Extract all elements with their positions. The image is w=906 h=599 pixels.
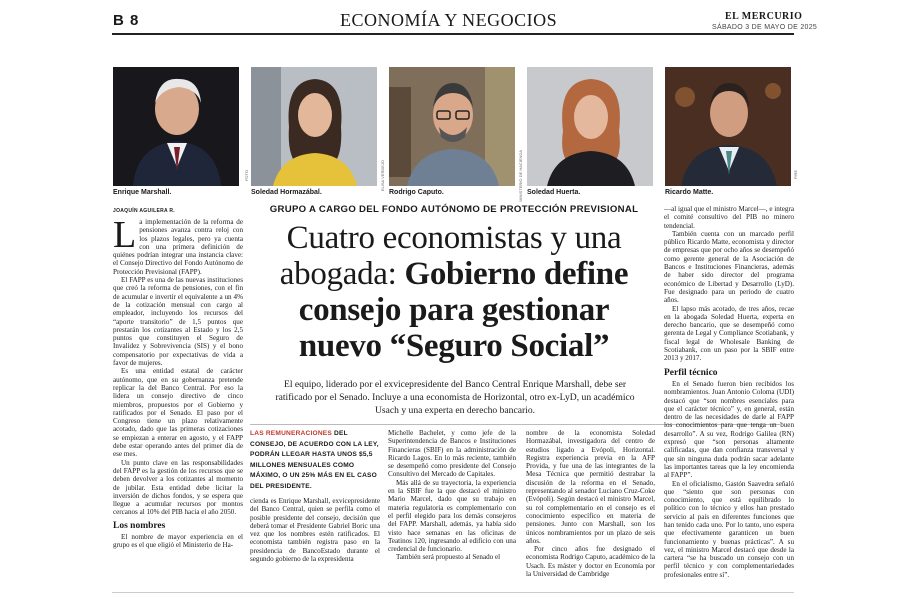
paragraph: El nombre de mayor experiencia en el grupo es el que eligió el Ministerio de Ha- [113, 532, 243, 550]
subheading: Los nombres [113, 520, 166, 531]
photo-caption: Rodrigo Caputo. [389, 189, 444, 196]
article-column-4 [526, 429, 655, 578]
paragraph: Es una entidad estatal de carácter autónomo, que en su gobernanza pretende replicar la del Banco Central. Por eso la lidera un consejo directivo de cinco miembros, propuestos por el Gobierno y ratificados por el Senado. El paso por el Congreso tiene un plazo relativamente acotado, dado que las primeras cotizaciones se empiezan a enterar en agosto, y el FAPP debe estar operando antes del primer día de ese mes. [113, 367, 243, 459]
photo-caption: Soledad Hormazábal. [251, 189, 322, 196]
pull-quote-highlight: LAS REMUNERACIONES [250, 430, 332, 437]
pull-quote-text: DEL CONSEJO, DE ACUERDO CON LA LEY, PODRÁN LLEGAR HASTA UNOS $5,5 MILLONES MENSUALES COMO MÁXIMO, O UN 25% MÁS EN EL CASO DEL PRESIDENTE. [250, 430, 379, 490]
article-column-2 [250, 497, 380, 563]
paragraph: El FAPP es una de las nuevas instituciones que creó la reforma de pensiones, con el fin de acumular e invertir el equivalente a un 4% de la cotización mensual con cargo al empleador, incluyendo los recursos del “aporte transitorio” de 1,5 puntos que prestarán los cotizantes al Estado y los 2,5 puntos que constituyen el Seguro de Invalidez y Sobrevivencia (SIS) y el bono compensatorio por expectativas de vida a favor de mujeres. [113, 276, 243, 368]
article-column-3 [388, 429, 516, 562]
paragraph: También será propuesto al Senado el [396, 553, 501, 562]
paragraph: También cuenta con un marcado perfil público Ricardo Matte, economista y director de empresas que por ocho años se desempeñó como gerente general de la Asociación de Bancos e Instituciones Financieras, además de haber sido director del programa económico de Libertad y Desarrollo (LyD). Fue designado para un periodo de cuatro años. [664, 229, 794, 305]
photo-caption: Enrique Marshall. [113, 189, 172, 196]
photo-soledad-hormazabal [251, 67, 377, 186]
byline: JOAQUÍN AGUILERA R. [113, 208, 175, 214]
paragraph: Más allá de su trayectoria, la experiencia en la SBIF fue la que destacó el ministro Mario Marcel, dado que su trabajo en materia regulatoria es complementario con el perfil elegido para los demás consejeros del FAPP. Marshall, además, ya había sido visto hace semanas en las oficinas de Teatinos 120, ingresando al edificio con una credencial de funcionario. [388, 478, 516, 554]
paragraph: nombre de la economista Soledad Hormazábal, investigadora del centro de estudios ligado a Evópoli, Horizontal. Registra experiencia previa en la AFP Provida, y fue una de las integrantes de la Mesa Técnica que permitió destrabar la discusión de la reforma en el Senado, representando al senador Luciano Cruz-Coke (Evópoli). Según destacó el ministro Marcel, su rol complementario en el consejo es el conocimiento específico en materia de pensiones. Junto con Marshall, son los únicos nombramientos por un plazo de seis años. [526, 429, 655, 545]
section-title: ECONOMÍA Y NEGOCIOS [340, 10, 558, 30]
article-column-5 [664, 205, 794, 579]
photo-soledad-huerta [527, 67, 653, 186]
photo-credit: MINISTERIO DE HACIENDA [518, 150, 523, 202]
photo-caption: Ricardo Matte. [665, 189, 714, 196]
pull-quote [250, 429, 380, 493]
kicker: GRUPO A CARGO DEL FONDO AUTÓNOMO DE PROTECCIÓN PREVISIONAL [269, 204, 639, 215]
header-rule [112, 33, 794, 35]
paragraph: Por cinco años fue designado el economista Rodrigo Caputo, académico de la Usach. Es máster y doctor en Economía por la Universidad de Cambridge [526, 545, 655, 579]
headline-part2: Gobierno define consejo para gestionar nuevo “Seguro Social” [298, 256, 629, 364]
issue-date: SÁBADO 3 DE MAYO DE 2025 [712, 24, 818, 31]
paragraph: Un punto clave en las responsabilidades del FAPP es la gestión de los recursos que se deben devolver a los cotizantes al momento de jubilar. Esta entidad debe licitar la inversión de dichos fondos, y se espera que llegue a acumular recursos por montos cercanos al 10% del PIB hacia el año 2050. [113, 458, 243, 517]
photo-credit: ELISA VERDEJO [380, 160, 385, 192]
paragraph: —al igual que el ministro Marcel—, e integra el comité consultivo del PIB no minero tendencial. [664, 205, 794, 230]
headline-part1: Cuatro economistas y una abogada: [279, 220, 622, 292]
drop-cap: L [113, 214, 137, 256]
photo-credit: FIRE [793, 170, 798, 180]
paragraph: a implementación de la reforma de pensiones avanza contra reloj con los plazos legales, pero ya cuenta con una primera definición de quiénes podrían integrar una instancia clave: el Consejo Directivo del Fondo Autónomo de Protección Previsional (FAPP). [113, 218, 243, 276]
masthead: EL MERCURIO [725, 11, 803, 22]
photo-caption: Soledad Huerta. [527, 189, 581, 196]
paragraph: En el oficialismo, Gastón Saavedra señaló que “siento que son personas con conocimiento, que está equilibrado lo político con lo técnico y ellos han prestado servicio al país en diferentes funciones que han tenido cada uno. Por lo tanto, uno espera que efectivamente garanticen un buen funcionamiento y buenas prácticas”. A su vez, el ministro Marcel destacó que desde la cartera “se ha buscado un consejo con un perfil técnico y con complementariedades profesionales entre sí”. [664, 479, 794, 579]
page-number: B 8 [113, 12, 140, 29]
photo-ricardo-matte [665, 67, 791, 186]
paragraph: Michelle Bachelet, y como jefe de la Superintendencia de Bancos e Instituciones Financieras (SBIF) en la administración de Ricardo Lagos. En lo más reciente, también se desempeñó como presidente del Consejo Consultivo del Mercado de Capitales. [388, 429, 516, 479]
deck: El equipo, liderado por el exvicepresidente del Banco Central Enrique Marshall, debe ser ratificado por el Senado. Incluye a una economista de Horizontal, otro ex-LyD, un académico Usach y una experta en derecho bancario. [275, 379, 635, 416]
subheading: Perfil técnico [664, 367, 718, 378]
article-column-1 [113, 214, 243, 550]
paragraph: En el Senado fueron bien recibidos los nombramientos. Juan Antonio Coloma (UDI) destacó que “son nombres esenciales para que el carácter técnico” y, en general, están dentro de las necesidades de darle al FAPP los conocimientos para que tenga un buen desarrollo”. A su vez, Rodrigo Galilea (RN) expresó que “son personas altamente calificadas, que dan confianza transversal y que sin ninguna duda podrán sacar adelante las importantes tareas que la ley encomienda al FAPP”. [664, 379, 794, 480]
divider [112, 592, 794, 593]
photo-rodrigo-caputo [389, 67, 515, 186]
paragraph: El lapso más acotado, de tres años, recae en la abogada Soledad Huerta, experta en derecho bancario, que se desempeñó como gerenta de Legal y Compliance Scotiabank, y fiscal legal de Wholesale Banking de Scotiabank, con un paso por la SBIF entre 2013 y 2017. [664, 304, 794, 363]
photo-enrique-marshall [113, 67, 239, 186]
photo-credit: FOTO [244, 170, 249, 182]
paragraph: cienda es Enrique Marshall, exvicepresidente del Banco Central, quien se perfila como el posible presidente del consejo, decisión que deberá tomar el Presidente Gabriel Boric una vez que los nombres estén ratificados. El economista también registra paso en la presidencia de BancoEstado durante el segundo gobierno de la expresidenta [250, 497, 380, 564]
headline [258, 220, 650, 364]
